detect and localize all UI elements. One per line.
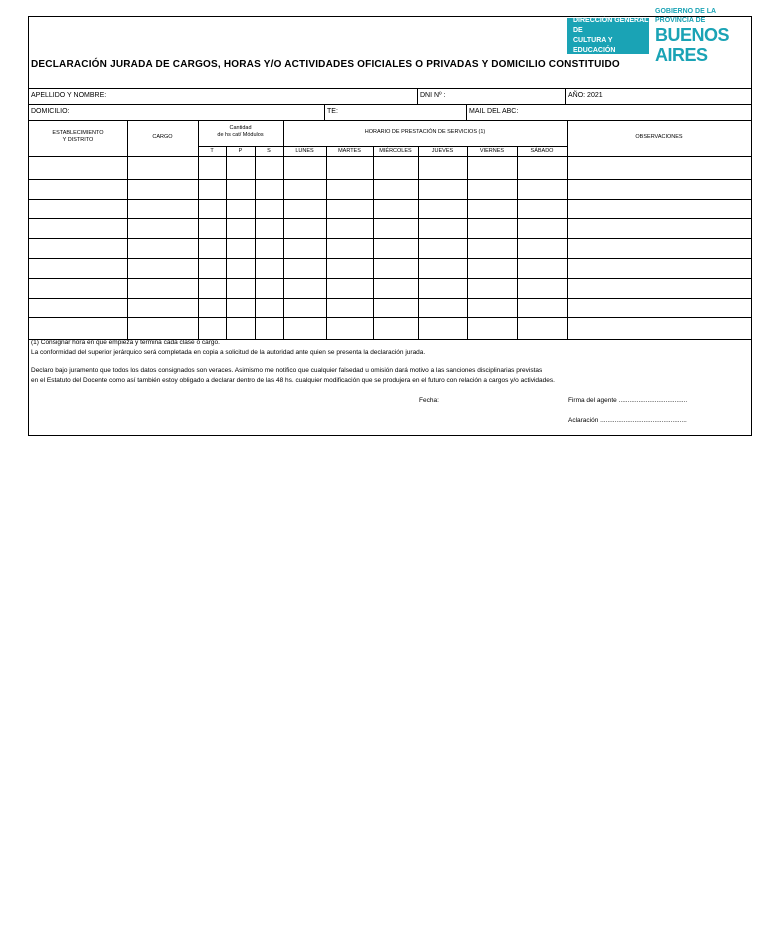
header-s: S	[267, 148, 271, 154]
mail-field[interactable]: MAIL DEL ABC:	[469, 108, 519, 115]
domicilio-field[interactable]: DOMICILIO:	[31, 108, 70, 115]
divider	[29, 120, 751, 121]
header-viernes: VIERNES	[479, 148, 505, 154]
logo-left-line1: DIRECCIÓN GENERAL DE	[573, 17, 649, 34]
declaration-form	[28, 8, 752, 436]
column-line	[255, 146, 256, 339]
column-line	[418, 146, 419, 339]
table-row-line	[29, 218, 751, 219]
te-field[interactable]: TE:	[327, 108, 338, 115]
government-logo	[567, 8, 750, 65]
column-line	[283, 120, 284, 339]
column-line	[326, 146, 327, 339]
table-row-line	[29, 179, 751, 180]
logo-direccion-block	[567, 18, 649, 54]
header-horario: HORARIO DE PRESTACIÓN DE SERVICIOS (1)	[364, 129, 486, 135]
logo-gobierno-block	[649, 8, 750, 65]
header-jueves: JUEVES	[431, 148, 454, 154]
header-sabado: SÁBADO	[530, 148, 554, 154]
firma-field[interactable]: Firma del agente ......................................	[568, 397, 688, 404]
divider	[417, 88, 418, 104]
note-4: en el Estatuto del Docente como así también estoy obligado a declarar dentro de las 48 hs. cualquier modificación que se produjera en el futuro con relación a cargos y/o actividades.	[31, 377, 555, 384]
table-row-line	[29, 278, 751, 279]
logo-right-line2: BUENOS AIRES	[655, 25, 730, 65]
divider	[29, 156, 751, 157]
header-lunes: LUNES	[295, 148, 314, 154]
header-establecimiento-line2: Y DISTRITO	[62, 137, 94, 143]
note-2: La conformidad del superior jerárquico será completada en copia a solicitud de la autoridad ante quien se presenta la declaración jurada.	[31, 349, 426, 356]
column-line	[517, 146, 518, 339]
note-3: Declaro bajo juramento que todos los datos consignados son veraces. Asimismo me notifico que cualquier falsedad u omisión dará motivo a las sanciones disciplinarias previstas	[31, 367, 543, 374]
divider	[565, 88, 566, 104]
table-row-line	[29, 317, 751, 318]
divider	[466, 104, 467, 120]
divider	[29, 88, 751, 89]
header-martes: MARTES	[338, 148, 361, 154]
header-p: P	[238, 148, 243, 154]
column-line	[567, 120, 568, 339]
header-cargo: CARGO	[152, 134, 173, 140]
column-line	[467, 146, 468, 339]
form-title: DECLARACIÓN JURADA DE CARGOS, HORAS Y/O ACTIVIDADES OFICIALES O PRIVADAS Y DOMICILIO CONSTITUIDO	[31, 59, 620, 70]
anio-field: AÑO: 2021	[568, 92, 603, 99]
header-cantidad-line1: Cantidad	[229, 125, 252, 131]
column-line	[127, 120, 128, 339]
logo-right-line1: GOBIERNO DE LA PROVINCIA DE	[655, 8, 716, 24]
logo-left-line2: CULTURA Y EDUCACIÓN	[573, 37, 616, 54]
note-1: (1) Consignar hora en que empieza y termina cada clase o cargo.	[31, 339, 220, 346]
header-establecimiento	[29, 130, 127, 144]
fecha-field[interactable]: Fecha:	[419, 397, 439, 404]
divider	[29, 104, 751, 105]
table-row-line	[29, 238, 751, 239]
table-row-line	[29, 199, 751, 200]
header-observaciones: OBSERVACIONES	[635, 134, 683, 140]
divider	[324, 104, 325, 120]
table-row-line	[29, 298, 751, 299]
divider	[198, 146, 567, 147]
table-row-line	[29, 258, 751, 259]
apellido-field[interactable]: APELLIDO Y NOMBRE:	[31, 92, 107, 99]
column-line	[373, 146, 374, 339]
header-t: T	[210, 148, 214, 154]
header-cantidad	[198, 125, 283, 139]
header-miercoles: MIÉRCOLES	[379, 148, 412, 154]
column-line	[198, 120, 199, 339]
dni-field[interactable]: DNI Nº :	[420, 92, 446, 99]
aclaracion-field[interactable]: Aclaración ................................................	[568, 417, 687, 424]
column-line	[226, 146, 227, 339]
header-cantidad-line2: de hs cat/ Módulos	[217, 132, 264, 138]
header-establecimiento-line1: ESTABLECIMIENTO	[52, 130, 104, 136]
